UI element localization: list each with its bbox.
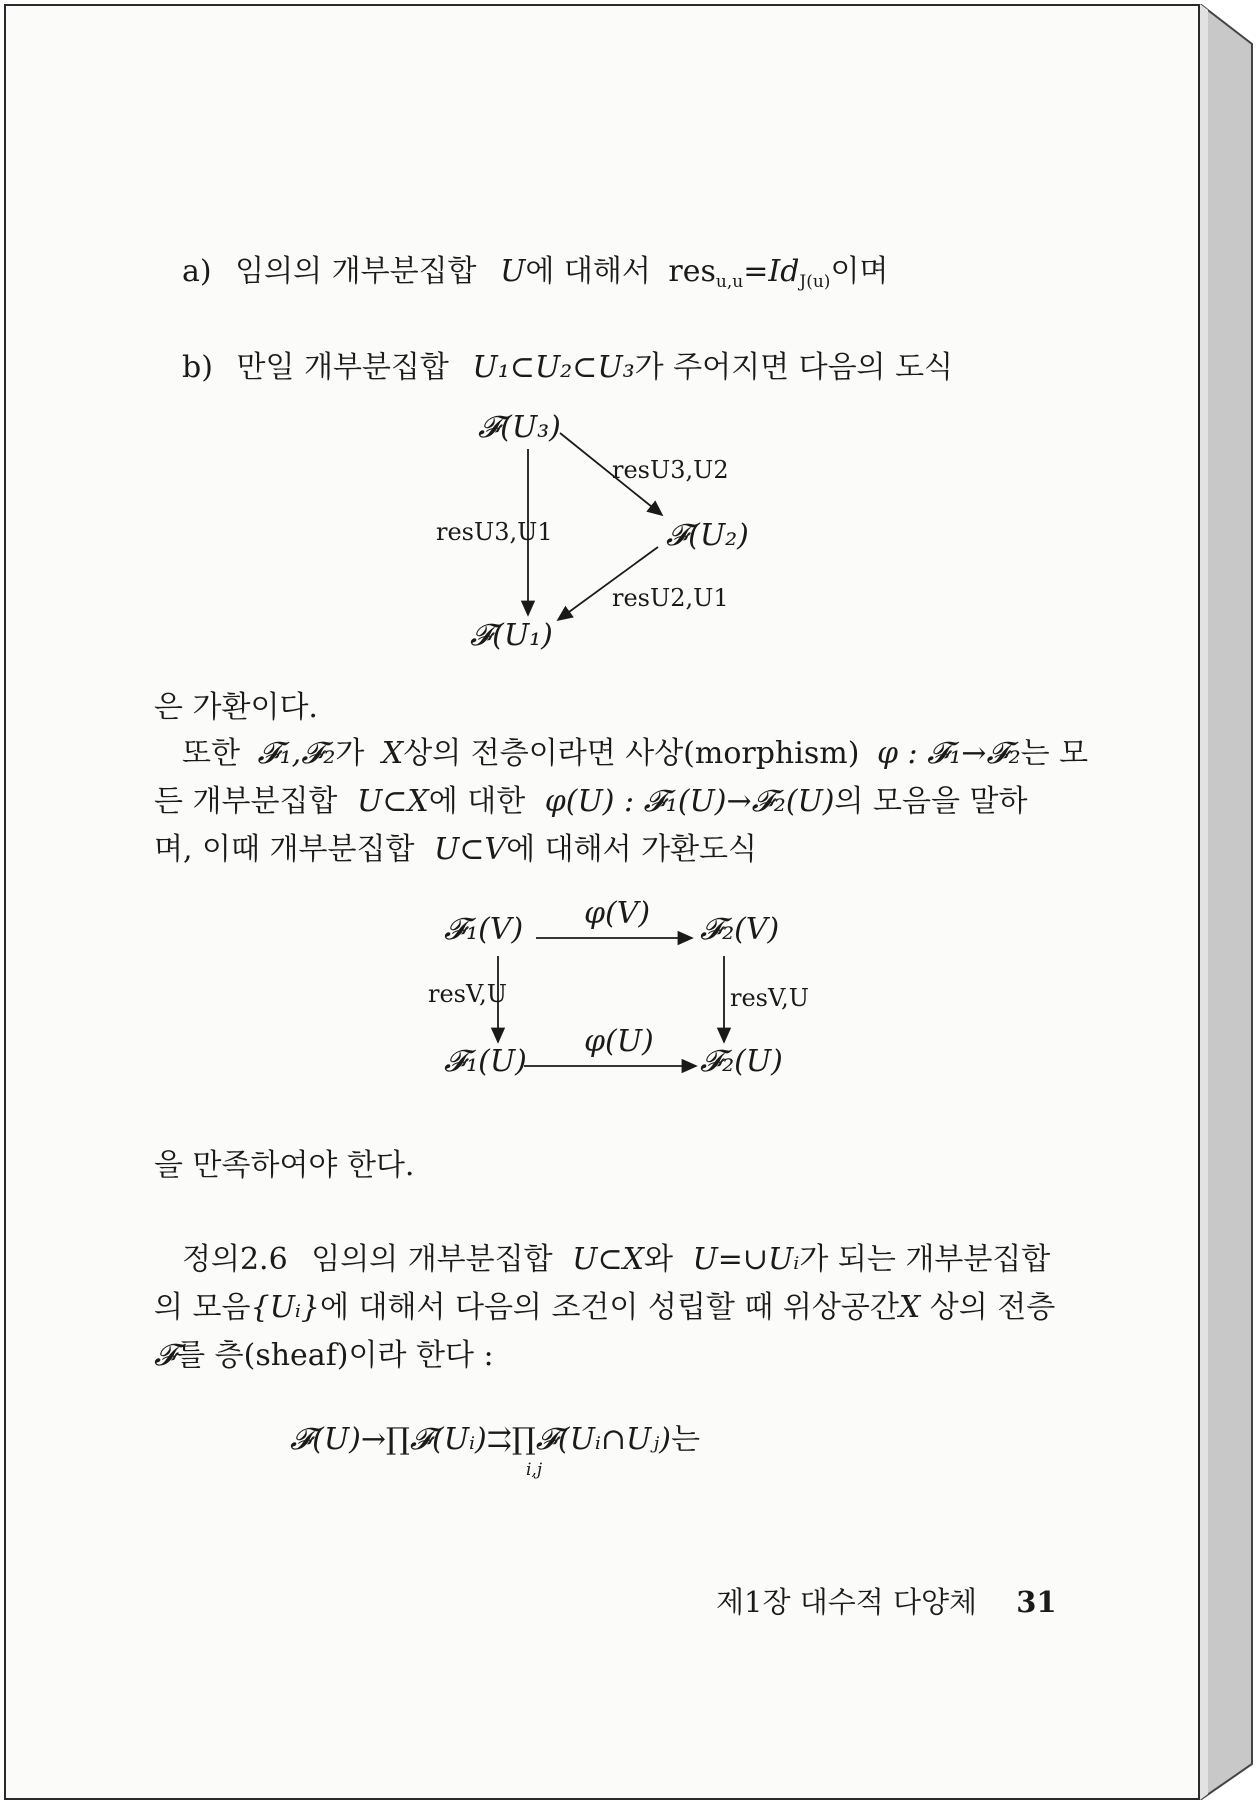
para1-line2-a: 또한: [182, 736, 240, 771]
para1-line1: 은 가환이다.: [154, 690, 318, 725]
para1-line3-c: 의 모음을 말하: [834, 784, 1028, 819]
definition-line1-b: 와: [643, 1242, 673, 1277]
square-top-label: φ(V): [584, 896, 651, 931]
square-bl: 𝓕₁(U): [444, 1044, 527, 1079]
square-left-res: resV,U: [428, 980, 507, 1008]
definition-line3-math: 𝓕: [154, 1338, 177, 1373]
para1-line3-math2: φ(U) : 𝓕₁(U)→𝓕₂(U): [544, 784, 835, 819]
item-b-chain: U₁⊂U₂⊂U₃: [472, 350, 635, 385]
item-b-text-before: 만일 개부분집합: [236, 350, 449, 385]
item-a-res-sub: u,u: [715, 272, 744, 292]
para1-line2-x: X: [381, 736, 404, 771]
triangle-res-32: resU3,U2: [612, 456, 729, 484]
definition-line3: [154, 1336, 494, 1376]
para1-line2-d: 는 모: [1020, 736, 1089, 771]
item-a: [182, 252, 888, 302]
para1-line2: [182, 734, 1088, 774]
definition-line2-x: X: [898, 1290, 921, 1325]
item-a-label: a): [182, 254, 212, 289]
para1-line4-math: U⊂V: [434, 832, 507, 867]
item-a-id-sub: J(u): [799, 272, 831, 292]
para1-line2-math: 𝓕₁,𝓕₂: [257, 736, 336, 771]
square-bottom-label: φ(U): [584, 1024, 654, 1059]
item-a-text-after: 이며: [830, 254, 889, 289]
definition-line2-math: {Uᵢ}: [250, 1290, 320, 1325]
definition-label: 정의2.6: [182, 1242, 288, 1277]
para1-line2-b: 가: [335, 736, 365, 771]
square-right-res: resV,U: [730, 984, 809, 1012]
item-b-text-after: 가 주어지면 다음의 도식: [634, 350, 954, 385]
triangle-res-21: resU2,U1: [612, 584, 729, 612]
para1-line4-b: 에 대해서 가환도식: [506, 832, 758, 867]
para1-line4: [154, 830, 757, 870]
definition-line2-c: 상의 전층: [929, 1290, 1056, 1325]
definition-line1: [182, 1240, 1050, 1280]
definition-line2-a: 의 모음: [154, 1290, 251, 1325]
definition-line2-b: 에 대해서 다음의 조건이 성립할 때 위상공간: [319, 1290, 899, 1325]
square-tl: 𝓕₁(V): [444, 912, 524, 947]
page-number: 31: [1016, 1585, 1057, 1619]
para1-line3: [154, 782, 1027, 822]
definition-formula-sub: i,j: [526, 1460, 543, 1480]
definition-line1-math2: U=∪Uᵢ: [692, 1242, 800, 1277]
para1-line3-math1: U⊂X: [356, 784, 429, 819]
square-tr: 𝓕₂(V): [700, 912, 780, 947]
para2-line1: 을 만족하여야 한다.: [154, 1148, 415, 1183]
item-a-var-u: U: [500, 254, 526, 289]
square-br: 𝓕₂(U): [700, 1044, 783, 1079]
definition-line1-a: 임의의 개부분집합: [311, 1242, 553, 1277]
definition-line3-a: 를 층(sheaf)이라 한다 :: [176, 1338, 494, 1373]
definition-formula-tail: 는: [670, 1422, 700, 1457]
triangle-right: 𝓕(U₂): [666, 518, 749, 553]
para1-line3-a: 든 개부분집합: [154, 784, 338, 819]
item-a-eq: =: [743, 254, 769, 289]
triangle-top: 𝓕(U₃): [478, 410, 561, 445]
item-b-label: b): [182, 350, 213, 385]
para1-line2-phi: φ : 𝓕₁→𝓕₂: [876, 736, 1021, 771]
definition-line2: [154, 1288, 1055, 1328]
item-a-id: Id: [768, 254, 800, 289]
definition-formula: [290, 1420, 700, 1460]
item-a-text-before: 임의의 개부분집합: [235, 254, 477, 289]
book-page-edge: [1200, 4, 1254, 1800]
para1-line2-c: 상의 전층이라면 사상(morphism): [403, 736, 860, 771]
para1-line4-a: 며, 이때 개부분집합: [154, 832, 415, 867]
footer-chapter: 제1장 대수적 다양체: [716, 1585, 977, 1619]
item-b: [182, 348, 953, 388]
definition-line1-math1: U⊂X: [572, 1242, 644, 1277]
para1-line3-b: 에 대한: [428, 784, 526, 819]
definition-formula-main: 𝓕(U)→∏𝓕(Uᵢ)⇉∏𝓕(Uᵢ∩Uⱼ): [290, 1422, 671, 1457]
triangle-bottom: 𝓕(U₁): [470, 618, 553, 653]
definition-line1-c: 가 되는 개부분집합: [799, 1242, 1051, 1277]
triangle-res-31: resU3,U1: [436, 518, 553, 546]
item-a-text-mid: 에 대해서: [525, 254, 651, 289]
item-a-res: res: [668, 254, 716, 289]
running-footer: [716, 1580, 1057, 1621]
